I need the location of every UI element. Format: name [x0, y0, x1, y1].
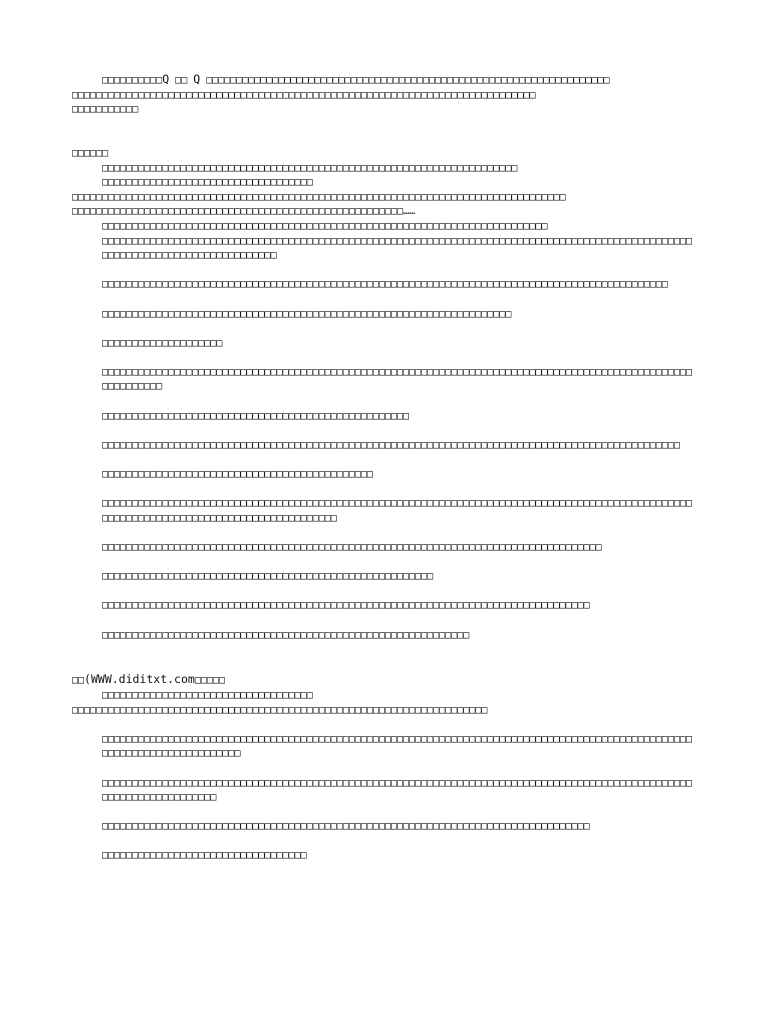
paragraph-l-text: □□□□□□□□□□□□□□□□□□□□□□□□□□□□□□□□□□□□□□□□□□□□□□□□□□□□□□□□□□□□□: [102, 629, 470, 641]
paragraph-c-text: □□□□□□□□□□□□□□□□□□□□: [102, 337, 223, 349]
section-2-paragraph-2-text: □□□□□□□□□□□□□□□□□□□□□□□□□□□□□□□□□□□□□□□□□□□□□□□□□□□□□□□□□□□□□□□□□□□□□□□□□□□□□□□□□□□□□□□□□□□□□□□□□□□□□□□□□□□□□□□□□□□□□□□□□: [102, 733, 693, 760]
intro-mark-a: Q: [162, 72, 170, 86]
paragraph-i: [72, 541, 696, 556]
paragraph-c: [72, 337, 696, 352]
paragraph-f-text: □□□□□□□□□□□□□□□□□□□□□□□□□□□□□□□□□□□□□□□□□□□□□□□□□□□□□□□□□□□□□□□□□□□□□□□□□□□□□□□□□□□□□□□□□□□□□□□□: [102, 439, 680, 451]
paragraph-d: [72, 366, 696, 395]
intro-text-rest: □□□□□□□□□□□□□□□□□□□□□□□□□□□□□□□□□□□□□□□□□□□□□□□□□□□□□□□□□□□□□□□□□□□: [200, 75, 610, 86]
intro-line-2: □□□□□□□□□□□□□□□□□□□□□□□□□□□□□□□□□□□□□□□□□□□□□□□□□□□□□□□□□□□□□□□□□□□□□□□□□□□□□: [72, 89, 536, 101]
section-1-heading: □□□□□□: [72, 147, 109, 159]
section-1-paragraph-2-end: □□□□□□□□□□□□□□□□□□□□□□□□□□□□□□□□□□□□□□□□□□□□□□□□□□□□□□□……: [72, 206, 416, 218]
paragraph-b: [72, 308, 696, 323]
section-1-paragraph-4-text: □□□□□□□□□□□□□□□□□□□□□□□□□□□□□□□□□□□□□□□□□□□□□□□□□□□□□□□□□□□□□□□□□□□□□□□□□□□□□□□□□□□□□□□□□□□□□□□□□□□□□□□□□□□□□□□□□□□□□□□□□□□□□□□: [102, 235, 693, 262]
section-2-heading-post: □□□□□: [194, 675, 225, 687]
paragraph-e: [72, 410, 696, 425]
section-2-paragraph-4-text: □□□□□□□□□□□□□□□□□□□□□□□□□□□□□□□□□□□□□□□□□□□□□□□□□□□□□□□□□□□□□□□□□□□□□□□□□□□□□□□□□: [102, 821, 590, 833]
paragraph-i-text: □□□□□□□□□□□□□□□□□□□□□□□□□□□□□□□□□□□□□□□□□□□□□□□□□□□□□□□□□□□□□□□□□□□□□□□□□□□□□□□□□□□: [102, 542, 602, 553]
intro-line-3: □□□□□□□□□□□: [72, 104, 139, 116]
section-1-paragraph-4: [72, 235, 696, 264]
paragraph-l: [72, 629, 696, 644]
paragraph-a-text: □□□□□□□□□□□□□□□□□□□□□□□□□□□□□□□□□□□□□□□□□□□□□□□□□□□□□□□□□□□□□□□□□□□□□□□□□□□□□□□□□□□□□□□□□□□□□□: [102, 279, 668, 291]
paragraph-k: [72, 599, 696, 614]
intro-text-mid: □□: [169, 75, 188, 86]
paragraph-k-text: □□□□□□□□□□□□□□□□□□□□□□□□□□□□□□□□□□□□□□□□□□□□□□□□□□□□□□□□□□□□□□□□□□□□□□□□□□□□□□□□□: [102, 600, 590, 612]
paragraph-h: [72, 497, 696, 526]
section-2-heading-pre: □□: [72, 675, 85, 687]
paragraph-b-text: □□□□□□□□□□□□□□□□□□□□□□□□□□□□□□□□□□□□□□□□□□□□□□□□□□□□□□□□□□□□□□□□□□□□: [102, 308, 512, 320]
section-2-paragraph-5-text: □□□□□□□□□□□□□□□□□□□□□□□□□□□□□□□□□□: [102, 850, 307, 862]
section-2-paragraph-1-cont: □□□□□□□□□□□□□□□□□□□□□□□□□□□□□□□□□□□□□□□□□□□□□□□□□□□□□□□□□□□□□□□□□□□□□: [72, 704, 488, 716]
paragraph-h-text: □□□□□□□□□□□□□□□□□□□□□□□□□□□□□□□□□□□□□□□□□□□□□□□□□□□□□□□□□□□□□□□□□□□□□□□□□□□□□□□□□□□□□□□□□□□□□□□□□□□□□□□□□□□□□□□□□□□□□□□□□□□□□□□□□□□□□□□□□: [102, 498, 693, 524]
intro-text-pre: □□□□□□□□□□: [102, 75, 163, 86]
section-1-paragraph-1: □□□□□□□□□□□□□□□□□□□□□□□□□□□□□□□□□□□□□□□□□□□□□□□□□□□□□□□□□□□□□□□□□□□□□: [102, 162, 518, 174]
section-2-paragraph-3: [72, 777, 696, 806]
section-1-paragraph-2: □□□□□□□□□□□□□□□□□□□□□□□□□□□□□□□□□□□: [102, 177, 313, 189]
paragraph-g-text: □□□□□□□□□□□□□□□□□□□□□□□□□□□□□□□□□□□□□□□□□□□□□: [102, 469, 373, 481]
section-2-paragraph-1: □□□□□□□□□□□□□□□□□□□□□□□□□□□□□□□□□□□: [102, 689, 313, 701]
paragraph-d-text: □□□□□□□□□□□□□□□□□□□□□□□□□□□□□□□□□□□□□□□□□□□□□□□□□□□□□□□□□□□□□□□□□□□□□□□□□□□□□□□□□□□□□□□□□□□□□□□□□□□□□□□□□□□□: [102, 366, 693, 393]
paragraph-j: [72, 570, 696, 585]
paragraph-g: [72, 468, 696, 483]
intro-line-1: [72, 72, 696, 89]
document-body: [72, 72, 696, 864]
paragraph-e-text: □□□□□□□□□□□□□□□□□□□□□□□□□□□□□□□□□□□□□□□□□□□□□□□□□□□: [102, 410, 410, 422]
section-2-paragraph-5: [72, 849, 696, 864]
section-2-heading: [72, 672, 696, 689]
section-2-paragraph-3-text: □□□□□□□□□□□□□□□□□□□□□□□□□□□□□□□□□□□□□□□□□□□□□□□□□□□□□□□□□□□□□□□□□□□□□□□□□□□□□□□□□□□□□□□□□□□□□□□□□□□□□□□□□□□□□□□□□□□□□: [102, 777, 693, 804]
paragraph-f: [72, 439, 696, 454]
section-2-paragraph-2: [72, 733, 696, 762]
paragraph-j-text: □□□□□□□□□□□□□□□□□□□□□□□□□□□□□□□□□□□□□□□□□□□□□□□□□□□□□□□: [102, 571, 434, 583]
section-1-paragraph-2-cont: □□□□□□□□□□□□□□□□□□□□□□□□□□□□□□□□□□□□□□□□□□□□□□□□□□□□□□□□□□□□□□□□□□□□□□□□□□□□□□□□□□: [72, 191, 566, 203]
section-1-paragraph-3: □□□□□□□□□□□□□□□□□□□□□□□□□□□□□□□□□□□□□□□□□□□□□□□□□□□□□□□□□□□□□□□□□□□□□□□□□□: [102, 220, 548, 232]
paragraph-a: [72, 278, 696, 293]
intro-mark-b: Q: [193, 72, 201, 86]
section-2-paragraph-4: [72, 820, 696, 835]
section-2-heading-site: (WWW.diditxt.com: [84, 672, 195, 687]
